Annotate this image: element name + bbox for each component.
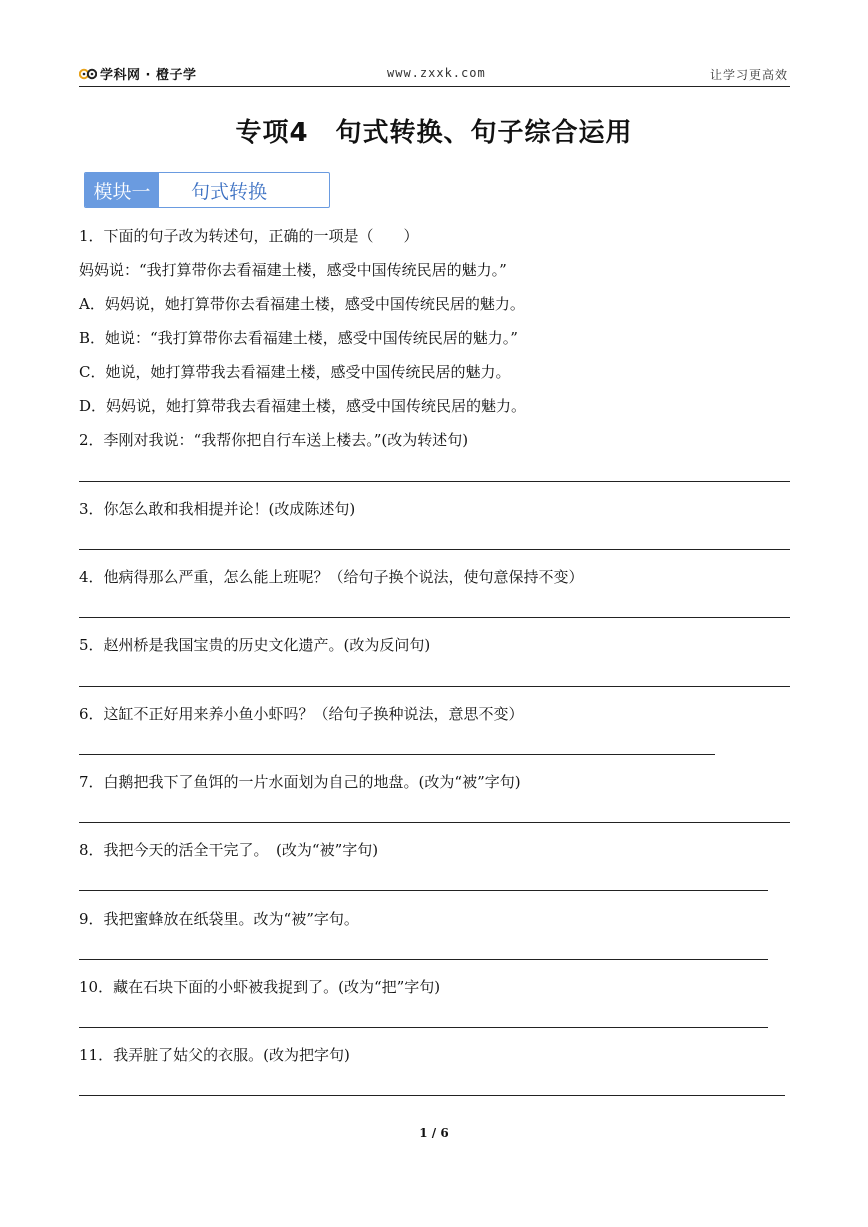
- logo-text: 学科网 · 橙子学: [100, 68, 197, 83]
- question-1-option-b[interactable]: B．她说：“我打算带你去看福建土楼，感受中国传统民居的魅力。”: [79, 329, 518, 347]
- question-8: 8．我把今天的活全干完了。 (改为“被”字句): [79, 841, 379, 859]
- question-1-option-c[interactable]: C．她说，她打算带我去看福建土楼，感受中国传统民居的魅力。: [79, 363, 511, 381]
- site-url[interactable]: www.zxxk.com: [387, 66, 486, 80]
- answer-line-2[interactable]: [79, 481, 790, 482]
- answer-line-6[interactable]: [79, 754, 715, 755]
- answer-line-8[interactable]: [79, 890, 768, 891]
- module-tag: 模块一: [85, 173, 159, 207]
- logo-icon: [79, 67, 97, 81]
- question-6: 6．这缸不正好用来养小鱼小虾吗？（给句子换种说法，意思不变）: [79, 705, 524, 723]
- answer-line-7[interactable]: [79, 822, 790, 823]
- answer-line-10[interactable]: [79, 1027, 768, 1028]
- question-5: 5．赵州桥是我国宝贵的历史文化遗产。(改为反问句): [79, 636, 431, 654]
- question-10: 10．藏在石块下面的小虾被我捉到了。(改为“把”字句): [79, 978, 441, 996]
- question-3: 3．你怎么敢和我相提并论！(改成陈述句): [79, 500, 356, 518]
- question-1-quote: 妈妈说：“我打算带你去看福建土楼，感受中国传统民居的魅力。”: [79, 261, 507, 279]
- site-logo: [79, 64, 197, 83]
- answer-line-9[interactable]: [79, 959, 768, 960]
- question-2: 2．李刚对我说：“我帮你把自行车送上楼去。”(改为转述句): [79, 431, 469, 449]
- answer-line-3[interactable]: [79, 549, 790, 550]
- page-title: 专项4 句式转换、句子综合运用: [235, 118, 633, 148]
- question-9: 9．我把蜜蜂放在纸袋里。改为“被”字句。: [79, 910, 359, 928]
- question-1-option-d[interactable]: D．妈妈说，她打算带我去看福建土楼，感受中国传统民居的魅力。: [79, 397, 527, 415]
- question-11: 11．我弄脏了姑父的衣服。(改为把字句): [79, 1046, 350, 1064]
- answer-line-5[interactable]: [79, 686, 790, 687]
- question-4: 4．他病得那么严重，怎么能上班呢？（给句子换个说法，使句意保持不变）: [79, 568, 584, 586]
- question-1-option-a[interactable]: A．妈妈说，她打算带你去看福建土楼，感受中国传统民居的魅力。: [79, 295, 525, 313]
- module-label: [84, 172, 330, 208]
- page-number: 1 / 6: [419, 1126, 449, 1140]
- page-header: [79, 64, 790, 87]
- answer-line-4[interactable]: [79, 617, 790, 618]
- question-7: 7．白鹅把我下了鱼饵的一片水面划为自己的地盘。(改为“被”字句): [79, 773, 521, 791]
- module-name: 句式转换: [191, 180, 268, 203]
- answer-line-11[interactable]: [79, 1095, 785, 1096]
- question-1-stem: 1．下面的句子改为转述句，正确的一项是（ ）: [79, 227, 419, 245]
- header-slogan: 让学习更高效: [709, 68, 788, 82]
